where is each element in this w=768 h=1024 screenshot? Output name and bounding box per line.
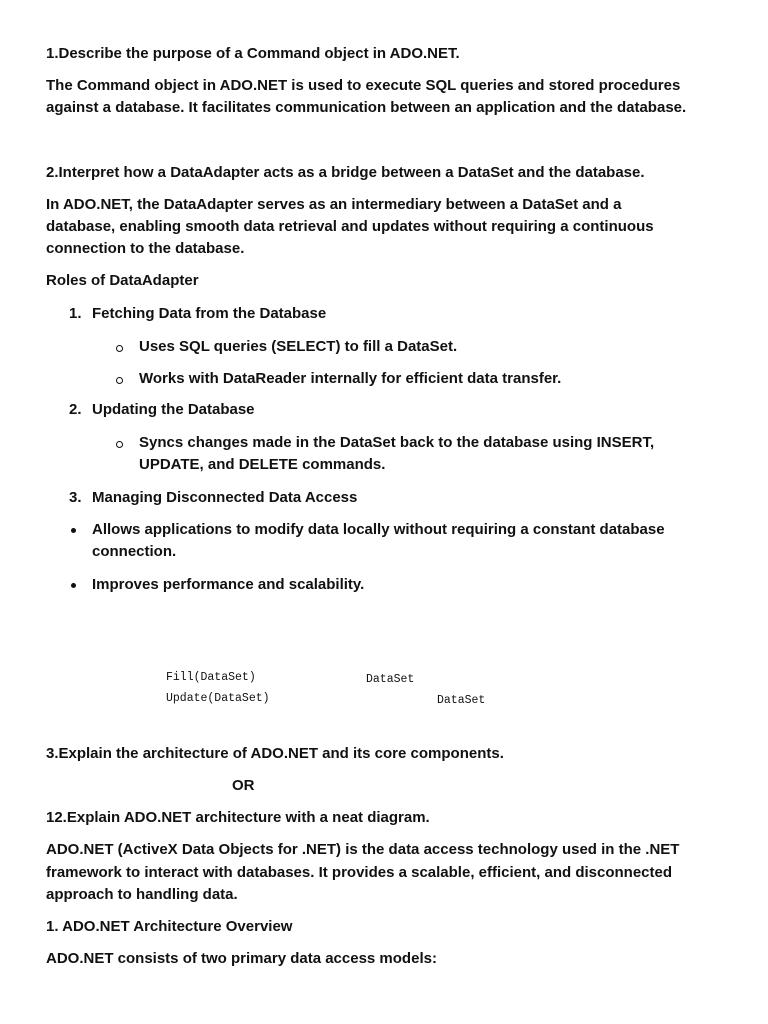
question-1-heading: 1.Describe the purpose of a Command object in ADO.NET. [46,45,460,62]
role-1-sub-1: Uses SQL queries (SELECT) to fill a DataSet. [139,338,458,355]
bullet-1-line-2: connection. [92,543,177,560]
circle-bullet-icon [116,345,123,352]
question-12-heading: 12.Explain ADO.NET architecture with a neat diagram. [46,809,430,826]
answer-1-line-2: against a database. It facilitates communication between an application and the database. [46,99,687,116]
answer-12-line-1: ADO.NET (ActiveX Data Objects for .NET) is the data access technology used in the .NET [46,841,680,858]
role-2-title: Updating the Database [92,401,255,418]
role-1-sub-2: Works with DataReader internally for efficient data transfer. [139,370,562,387]
architecture-overview-heading: 1. ADO.NET Architecture Overview [46,918,293,935]
bullet-2-line-1: Improves performance and scalability. [92,576,365,593]
circle-bullet-icon [116,377,123,384]
disc-bullet-icon [71,528,76,533]
diagram-fill-label: Fill(DataSet) [166,671,256,684]
answer-1-line-1: The Command object in ADO.NET is used to execute SQL queries and stored procedures [46,77,681,94]
role-2-sub-1-line-1: Syncs changes made in the DataSet back to the database using INSERT, [139,434,655,451]
answer-2-line-1: In ADO.NET, the DataAdapter serves as an intermediary between a DataSet and a [46,196,622,213]
diagram-dataset-label-2: DataSet [437,694,486,707]
question-2-heading: 2.Interpret how a DataAdapter acts as a bridge between a DataSet and the database. [46,164,645,181]
or-separator: OR [232,777,255,794]
answer-12-line-2: framework to interact with databases. It provides a scalable, efficient, and disconnected [46,864,673,881]
models-intro-line: ADO.NET consists of two primary data access models: [46,950,437,967]
role-3-title: Managing Disconnected Data Access [92,489,358,506]
answer-12-line-3: approach to handling data. [46,886,238,903]
diagram-update-label: Update(DataSet) [166,692,270,705]
disc-bullet-icon [71,583,76,588]
role-1-title: Fetching Data from the Database [92,305,327,322]
role-2-sub-1-line-2: UPDATE, and DELETE commands. [139,456,386,473]
bullet-1-line-1: Allows applications to modify data locally without requiring a constant database [92,521,665,538]
circle-bullet-icon [116,441,123,448]
role-3-number: 3. [69,489,82,506]
answer-2-line-2: database, enabling smooth data retrieval and updates without requiring a continuous [46,218,654,235]
question-3-heading: 3.Explain the architecture of ADO.NET and its core components. [46,745,504,762]
diagram-dataset-label: DataSet [366,673,415,686]
role-1-number: 1. [69,305,82,322]
role-2-number: 2. [69,401,82,418]
roles-heading: Roles of DataAdapter [46,272,199,289]
answer-2-line-3: connection to the database. [46,240,245,257]
